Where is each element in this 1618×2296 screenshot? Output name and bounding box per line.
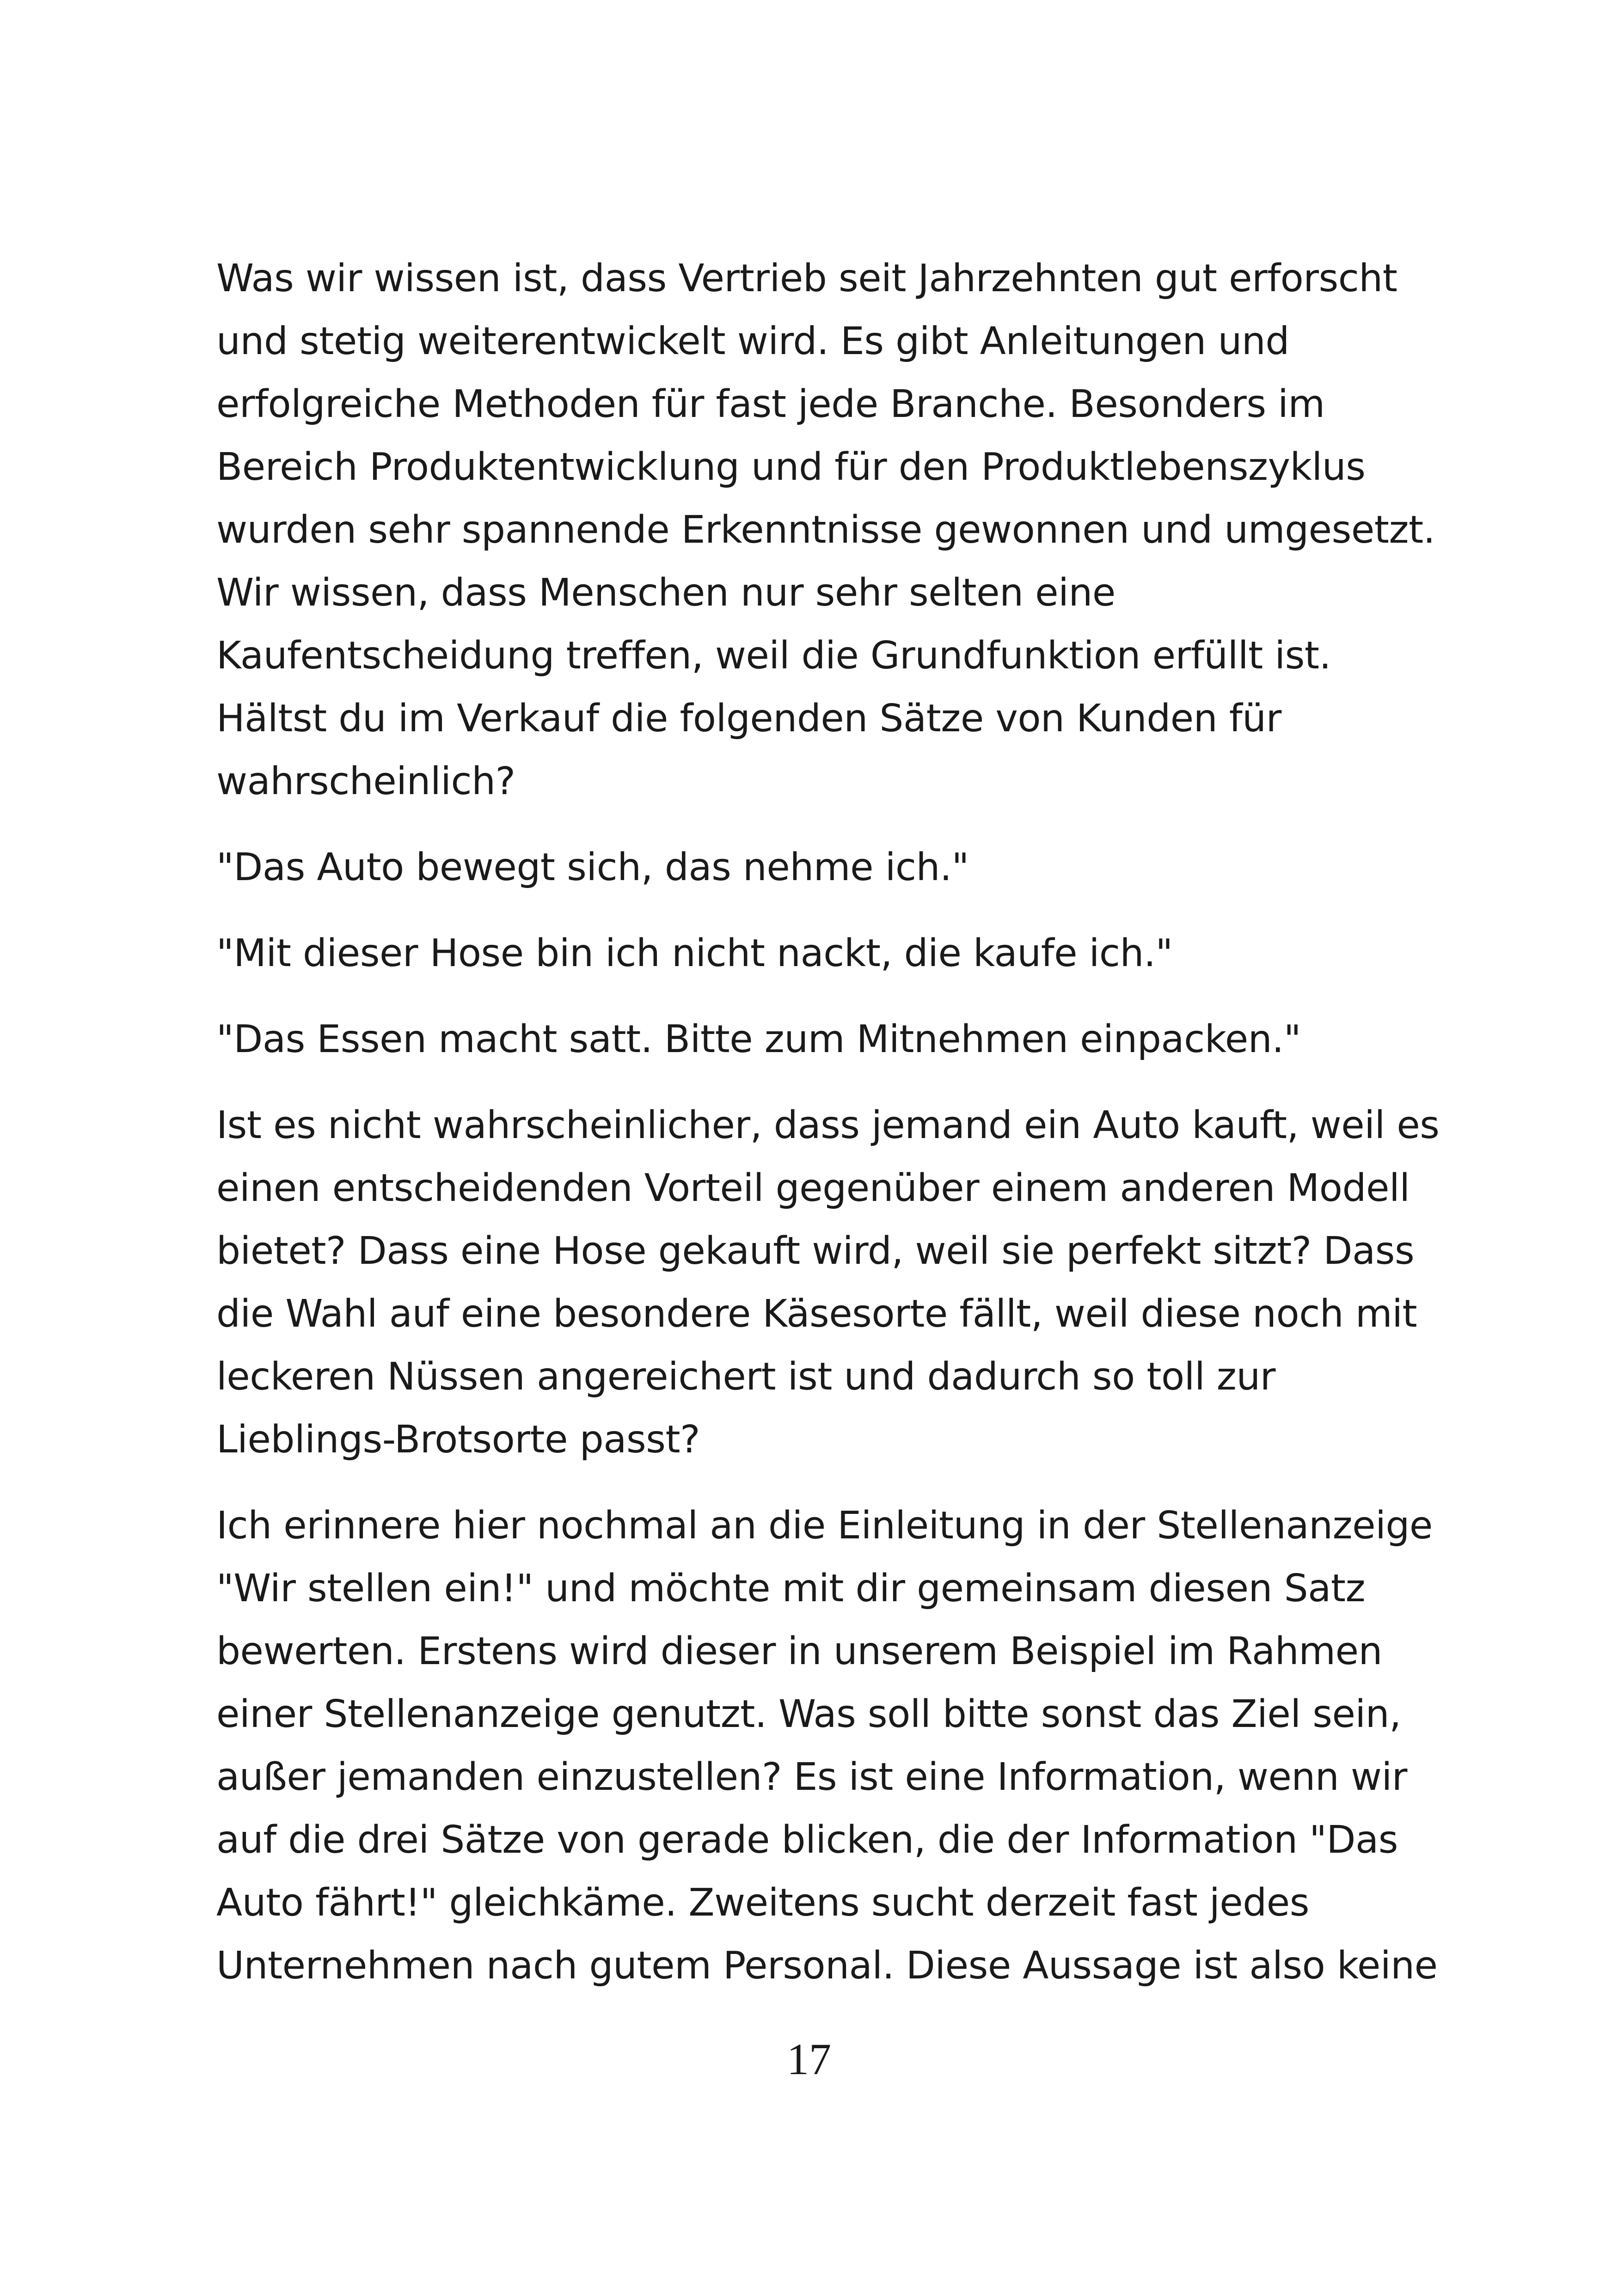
text-line: "Das Auto bewegt sich, das nehme ich." <box>216 845 969 889</box>
text-line: Unternehmen nach gutem Personal. Diese Aussage ist also keine <box>216 1944 1438 1988</box>
text-line: die Wahl auf eine besondere Käsesorte fällt, weil diese noch mit <box>216 1292 1417 1336</box>
text-line: wahrscheinlich? <box>216 759 515 803</box>
text-line: "Das Essen macht satt. Bitte zum Mitnehmen einpacken." <box>216 1017 1301 1061</box>
text-line: auf die drei Sätze von gerade blicken, die der Information "Das <box>216 1818 1398 1862</box>
text-line: Hältst du im Verkauf die folgenden Sätze von Kunden für <box>216 697 1281 741</box>
text-line: Kaufentscheidung treffen, weil die Grundfunktion erfüllt ist. <box>216 634 1331 678</box>
page-number: 17 <box>787 2034 831 2084</box>
text-line: leckeren Nüssen angereichert ist und dadurch so toll zur <box>216 1355 1276 1399</box>
text-line: "Wir stellen ein!" und möchte mit dir gemeinsam diesen Satz <box>216 1567 1366 1610</box>
text-line: Ich erinnere hier nochmal an die Einleitung in der Stellenanzeige <box>216 1504 1433 1548</box>
text-line: Was wir wissen ist, dass Vertrieb seit Jahrzehnten gut erforscht <box>216 257 1397 300</box>
text-line: einer Stellenanzeige genutzt. Was soll bitte sonst das Ziel sein, <box>216 1692 1401 1736</box>
text-line: bietet? Dass eine Hose gekauft wird, weil sie perfekt sitzt? Dass <box>216 1229 1415 1273</box>
text-line: Auto fährt!" gleichkäme. Zweitens sucht derzeit fast jedes <box>216 1881 1309 1925</box>
text-line: "Mit dieser Hose bin ich nicht nackt, die kaufe ich." <box>216 931 1173 975</box>
quote-hose <box>216 922 1474 985</box>
text-line: Ist es nicht wahrscheinlicher, dass jemand ein Auto kauft, weil es <box>216 1103 1440 1147</box>
text-line: bewerten. Erstens wird dieser in unserem Beispiel im Rahmen <box>216 1629 1382 1673</box>
quote-auto <box>216 836 1474 899</box>
text-line: Bereich Produktentwicklung und für den Produktlebenszyklus <box>216 445 1366 489</box>
text-line: Lieblings-Brotsorte passt? <box>216 1418 700 1462</box>
text-line: außer jemanden einzustellen? Es ist eine Information, wenn wir <box>216 1755 1407 1799</box>
text-line: und stetig weiterentwickelt wird. Es gibt Anleitungen und <box>216 319 1289 363</box>
body-text <box>216 247 1474 2020</box>
quote-essen <box>216 1008 1474 1071</box>
paragraph-6 <box>216 1494 1474 1997</box>
text-line: erfolgreiche Methoden für fast jede Branche. Besonders im <box>216 382 1325 426</box>
text-line: wurden sehr spannende Erkenntnisse gewonnen und umgesetzt. <box>216 508 1435 552</box>
paragraph-1 <box>216 247 1474 813</box>
text-line: Wir wissen, dass Menschen nur sehr selten eine <box>216 571 1115 615</box>
paragraph-5 <box>216 1094 1474 1471</box>
text-line: einen entscheidenden Vorteil gegenüber einem anderen Modell <box>216 1166 1410 1210</box>
